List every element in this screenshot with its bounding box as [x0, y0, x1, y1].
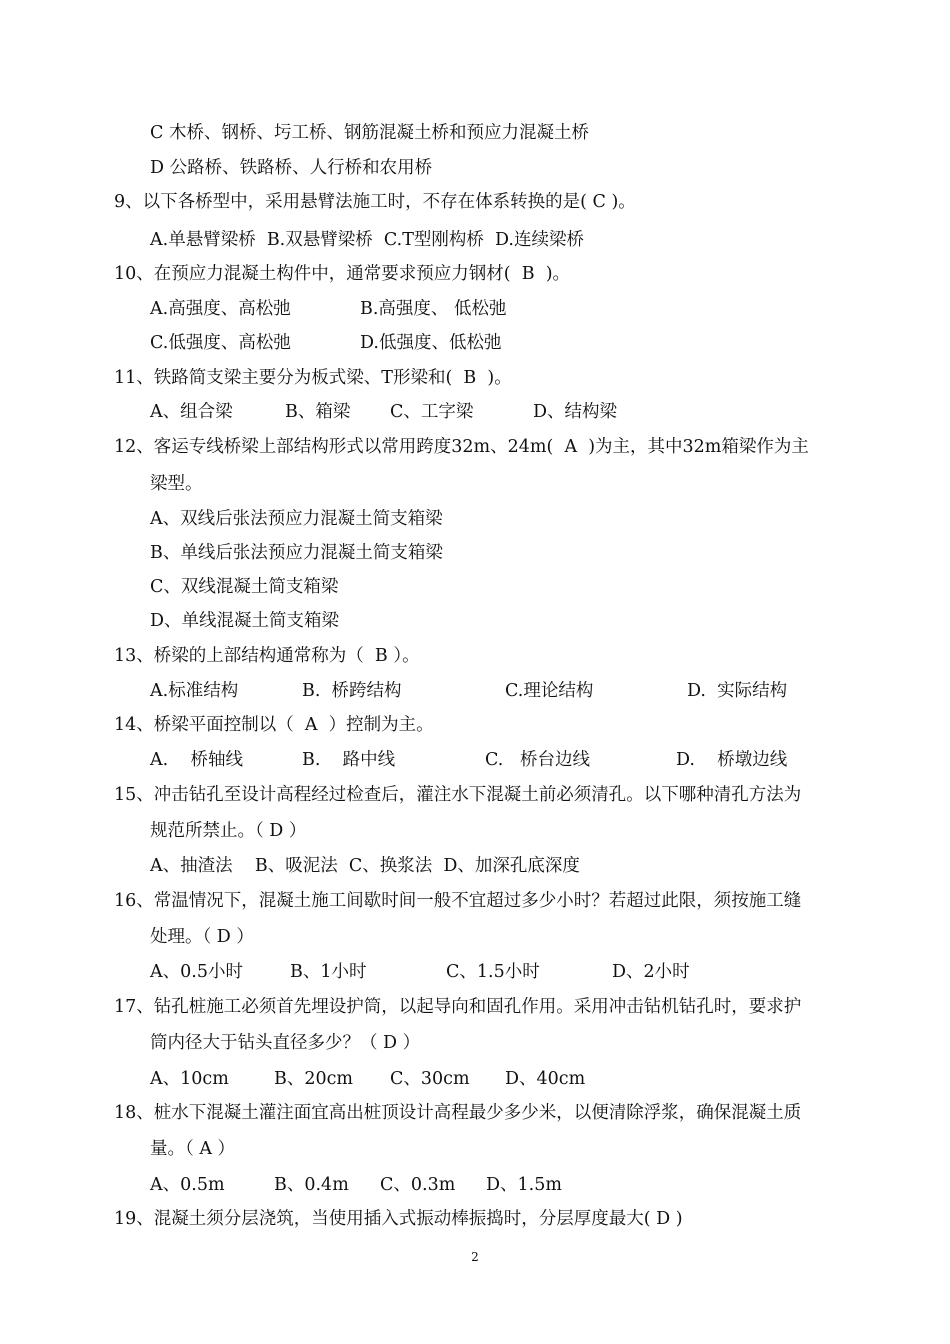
question-12-continuation: 梁型。: [150, 474, 203, 494]
option-d: D. 实际结构: [687, 681, 788, 701]
option-d: D、40cm: [505, 1069, 586, 1089]
option-d: D. 桥墩边线: [676, 750, 788, 770]
option-a: A.高强度、高松弛: [150, 299, 291, 319]
option-c: C、双线混凝土简支箱梁: [150, 577, 339, 597]
question-13: 13、桥梁的上部结构通常称为（ B ）。: [114, 646, 420, 666]
option-c: C.低强度、高松弛: [150, 333, 291, 353]
option-c: C、0.3m: [380, 1175, 456, 1195]
option-c: C、工字梁: [390, 402, 474, 422]
option-b: B.高强度、 低松弛: [360, 299, 507, 319]
option-line: D 公路桥、铁路桥、人行桥和农用桥: [150, 158, 433, 178]
option-b: B. 桥跨结构: [302, 681, 402, 701]
question-18: 18、桩水下混凝土灌注面宜高出桩顶设计高程最少多少米，以便清除浮浆，确保混凝土质: [114, 1103, 802, 1123]
question-17: 17、钻孔桩施工必须首先埋设护筒，以起导向和固孔作用。采用冲击钻机钻孔时，要求护: [114, 997, 802, 1017]
option-line: C 木桥、钢桥、圬工桥、钢筋混凝土桥和预应力混凝土桥: [150, 123, 589, 143]
question-19: 19、混凝土须分层浇筑，当使用插入式振动棒振捣时，分层厚度最大( D ): [114, 1209, 683, 1229]
page-number: 2: [471, 1250, 479, 1264]
option-c: C.理论结构: [505, 681, 594, 701]
question-16: 16、常温情况下，混凝土施工间歇时间一般不宜超过多少小时？若超过此限，须按施工缝: [114, 891, 802, 911]
option-b: B. 路中线: [302, 750, 396, 770]
question-9-options: A.单悬臂梁桥 B.双悬臂梁桥 C.T型刚构桥 D.连续梁桥: [150, 230, 584, 250]
option-c: C、1.5小时: [446, 962, 540, 982]
option-b: B、20cm: [274, 1069, 354, 1089]
option-a: A、0.5小时: [150, 962, 243, 982]
option-d: D.低强度、低松弛: [360, 333, 502, 353]
option-a: A. 桥轴线: [150, 750, 243, 770]
question-18-continuation: 量。（ A ）: [150, 1139, 236, 1159]
question-17-continuation: 筒内径大于钻头直径多少？（ D ）: [150, 1033, 421, 1053]
option-b: B、1小时: [290, 962, 367, 982]
option-a: A.标准结构: [150, 681, 239, 701]
option-b: B、箱梁: [285, 402, 351, 422]
question-12: 12、客运专线桥梁上部结构形式以常用跨度32m、24m( A )为主，其中32m箱梁作为主: [114, 437, 809, 457]
option-d: D、2小时: [612, 962, 690, 982]
question-15: 15、冲击钻孔至设计高程经过检查后，灌注水下混凝土前必须清孔。以下哪种清孔方法为: [114, 785, 802, 805]
option-d: D、结构梁: [533, 402, 618, 422]
option-c: C、30cm: [390, 1069, 470, 1089]
question-10: 10、在预应力混凝土构件中，通常要求预应力钢材( B )。: [114, 264, 571, 284]
option-a: A、组合梁: [150, 402, 233, 422]
option-d: D、单线混凝土简支箱梁: [150, 611, 340, 631]
option-c: C. 桥台边线: [485, 750, 591, 770]
option-a: A、0.5m: [150, 1175, 225, 1195]
option-a: A、10cm: [150, 1069, 229, 1089]
question-16-continuation: 处理。（ D ）: [150, 927, 254, 947]
question-11: 11、铁路简支梁主要分为板式梁、T形梁和( B )。: [114, 368, 512, 388]
question-9: 9、以下各桥型中，采用悬臂法施工时，不存在体系转换的是( C )。: [114, 192, 636, 212]
question-14: 14、桥梁平面控制以（ A ）控制为主。: [114, 715, 434, 735]
option-d: D、1.5m: [486, 1175, 562, 1195]
option-b: B、0.4m: [274, 1175, 349, 1195]
question-15-options: A、抽渣法 B、吸泥法 C、换浆法 D、加深孔底深度: [150, 856, 580, 876]
option-b: B、单线后张法预应力混凝土简支箱梁: [150, 543, 443, 563]
question-15-continuation: 规范所禁止。（ D ）: [150, 821, 307, 841]
option-a: A、双线后张法预应力混凝土简支箱梁: [150, 509, 443, 529]
